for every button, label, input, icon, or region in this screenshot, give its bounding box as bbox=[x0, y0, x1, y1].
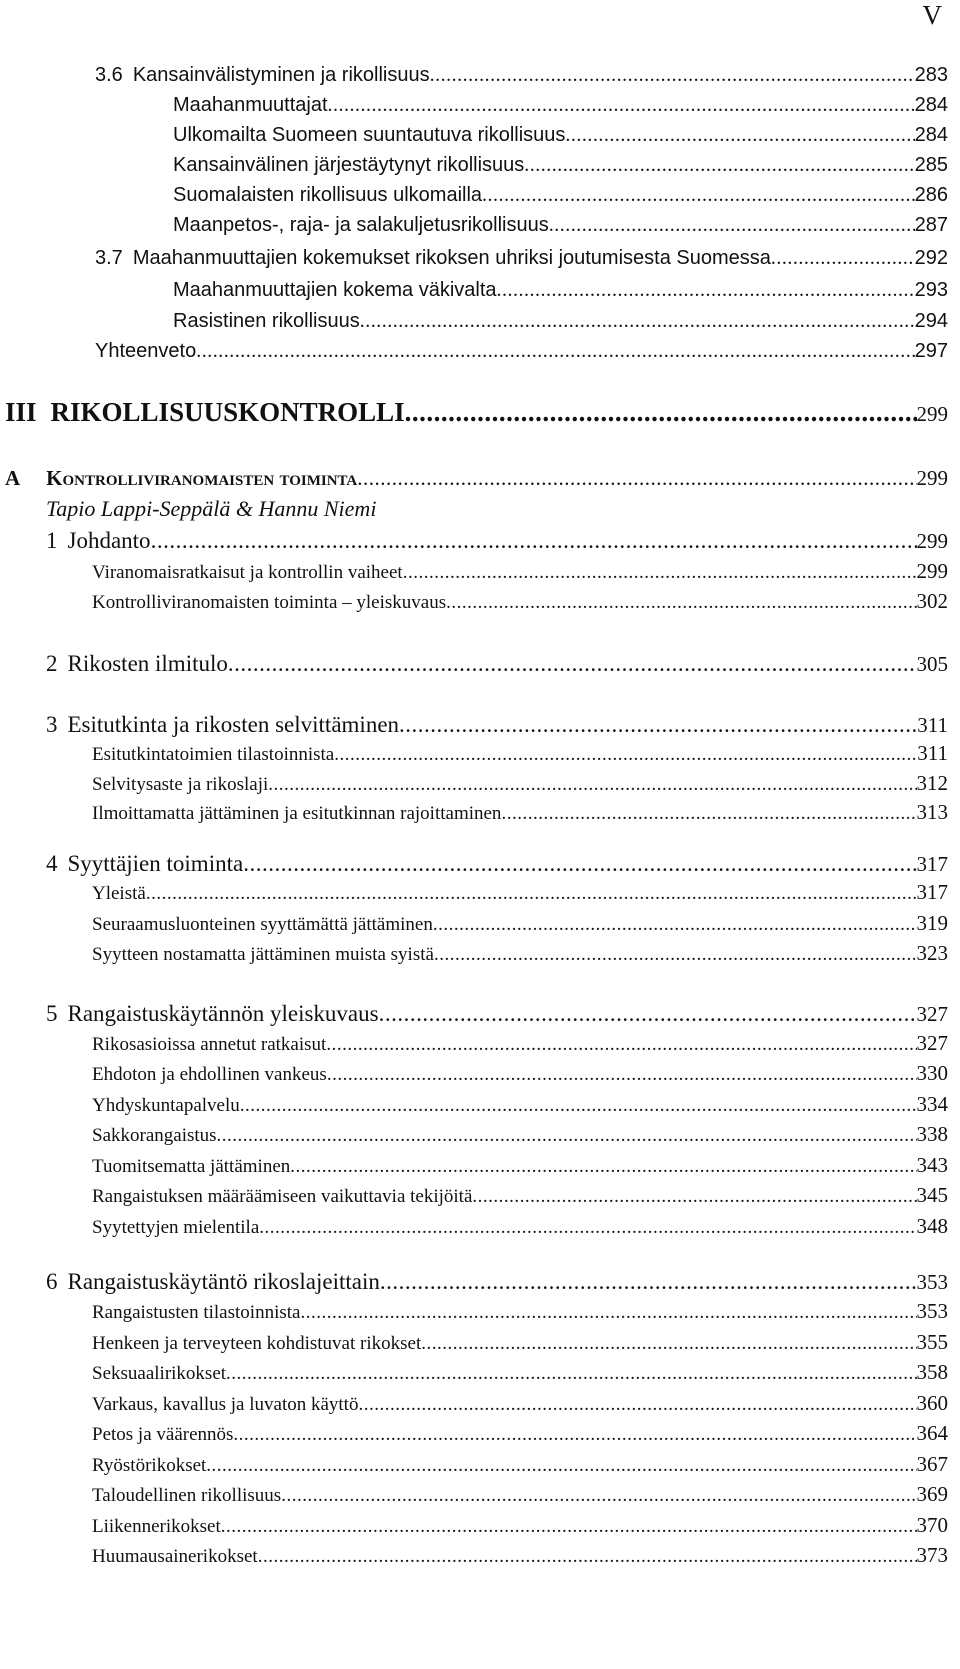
toc-page-number: 299 bbox=[916, 559, 948, 583]
toc-entry bbox=[173, 94, 948, 116]
dot-leader bbox=[433, 915, 917, 936]
dot-leader bbox=[327, 1065, 917, 1086]
toc-page-number: 353 bbox=[916, 1299, 948, 1323]
dot-leader bbox=[472, 1187, 916, 1208]
toc-page-number: 287 bbox=[914, 214, 948, 236]
toc-entry bbox=[173, 214, 948, 236]
dot-leader bbox=[240, 1096, 917, 1117]
toc-page-number: 327 bbox=[916, 1002, 948, 1026]
toc-number: 3.6 bbox=[95, 64, 123, 86]
toc-page-number: 353 bbox=[916, 1270, 948, 1294]
dot-leader bbox=[146, 884, 917, 905]
toc-page-number: 311 bbox=[917, 713, 948, 737]
toc-page-number: 283 bbox=[914, 64, 948, 86]
dot-leader bbox=[228, 651, 917, 676]
toc-label: Rasistinen rikollisuus bbox=[173, 310, 360, 332]
dot-leader bbox=[217, 1126, 917, 1147]
toc-label: Tuomitsematta jättäminen bbox=[92, 1156, 291, 1177]
toc-label: Maahanmuuttajien kokema väkivalta bbox=[173, 279, 497, 301]
toc-entry bbox=[173, 310, 948, 332]
toc-entry bbox=[173, 184, 948, 206]
toc-page-number: 345 bbox=[916, 1183, 948, 1207]
toc-label: Syytteen nostamatta jättäminen muista syistä bbox=[92, 944, 434, 965]
toc-entry bbox=[92, 590, 948, 614]
dot-leader bbox=[405, 398, 917, 428]
toc-page-number: 358 bbox=[916, 1360, 948, 1384]
toc-number: 2 bbox=[46, 651, 58, 676]
toc-label: Rangaistuskäytännön yleiskuvaus bbox=[67, 1001, 379, 1026]
toc-label: Kontrolliviranomaisten toiminta – yleiskuvaus bbox=[92, 592, 447, 613]
dot-leader bbox=[151, 528, 917, 553]
dot-leader bbox=[259, 1218, 916, 1239]
toc-entry bbox=[92, 1154, 948, 1178]
toc-page-number: 355 bbox=[916, 1330, 948, 1354]
dot-leader bbox=[326, 1035, 916, 1056]
dot-leader bbox=[358, 1395, 916, 1416]
toc-label: Seuraamusluonteinen syyttämättä jättäminen bbox=[92, 914, 433, 935]
toc-label: Huumausainerikokset bbox=[92, 1546, 258, 1567]
toc-entry bbox=[46, 1269, 948, 1294]
toc-number: A bbox=[5, 466, 21, 490]
dot-leader bbox=[446, 593, 916, 614]
toc-page-number: 299 bbox=[916, 466, 948, 490]
toc-page-number: 338 bbox=[916, 1122, 948, 1146]
toc-label: Kansainvälistyminen ja rikollisuus bbox=[132, 64, 430, 86]
dot-leader bbox=[206, 1456, 916, 1477]
toc-entry bbox=[92, 1453, 948, 1477]
toc-entry bbox=[92, 1392, 948, 1416]
dot-leader bbox=[334, 745, 917, 766]
toc-page-number: 294 bbox=[914, 310, 948, 332]
toc-label: Petos ja väärennös bbox=[92, 1424, 234, 1445]
toc-entry bbox=[92, 1331, 948, 1355]
dot-leader bbox=[233, 1425, 916, 1446]
toc-entry bbox=[173, 279, 948, 301]
toc-entry bbox=[92, 1215, 948, 1239]
toc-page-number: 302 bbox=[916, 589, 948, 613]
toc-page-number: 311 bbox=[917, 741, 948, 765]
toc-page-number: 285 bbox=[914, 154, 948, 176]
dot-leader bbox=[357, 467, 916, 490]
toc-entry bbox=[92, 1093, 948, 1117]
toc-page-number: 364 bbox=[916, 1421, 948, 1445]
dot-leader bbox=[430, 64, 915, 86]
toc-page-number: 360 bbox=[916, 1391, 948, 1415]
toc-page-number: 370 bbox=[916, 1513, 948, 1537]
toc-page-number: 297 bbox=[914, 340, 948, 362]
toc-entry bbox=[46, 1001, 948, 1026]
toc-number: 4 bbox=[46, 851, 58, 876]
toc-entry bbox=[46, 712, 948, 737]
toc-label: Seksuaalirikokset bbox=[92, 1363, 227, 1384]
toc-label: Suomalaisten rikollisuus ulkomailla bbox=[173, 184, 483, 206]
toc-page-number: 373 bbox=[916, 1543, 948, 1567]
dot-leader bbox=[300, 1303, 916, 1324]
toc-label: Rangaistusten tilastoinnista bbox=[92, 1302, 301, 1323]
toc-entry bbox=[95, 247, 948, 269]
toc-page-number: 348 bbox=[916, 1214, 948, 1238]
dot-leader bbox=[421, 1334, 916, 1355]
dot-leader bbox=[243, 851, 916, 876]
toc-label: Liikennerikokset bbox=[92, 1516, 221, 1537]
toc-entry bbox=[92, 1514, 948, 1538]
dot-leader bbox=[379, 1001, 917, 1026]
toc-label: Yhdyskuntapalvelu bbox=[92, 1095, 240, 1116]
toc-page-number: 317 bbox=[916, 852, 948, 876]
toc-page-number: 284 bbox=[914, 124, 948, 146]
toc-label: Ilmoittamatta jättäminen ja esitutkinnan rajoittaminen bbox=[92, 803, 502, 824]
dot-leader bbox=[196, 340, 914, 362]
toc-entry bbox=[95, 340, 948, 362]
toc-entry bbox=[46, 528, 948, 553]
dot-leader bbox=[482, 184, 915, 206]
author-line bbox=[46, 497, 376, 521]
toc-label: Varkaus, kavallus ja luvaton käyttö bbox=[92, 1394, 359, 1415]
dot-leader bbox=[771, 247, 915, 269]
toc-label: Henkeen ja terveyteen kohdistuvat rikokset bbox=[92, 1333, 422, 1354]
toc-page-number: 317 bbox=[916, 880, 948, 904]
toc-label: Maahanmuuttajat bbox=[173, 94, 328, 116]
toc-label: Tapio Lappi-Seppälä & Hannu Niemi bbox=[46, 496, 377, 521]
toc-entry bbox=[92, 1544, 948, 1568]
dot-leader bbox=[549, 214, 915, 236]
toc-page-number: 367 bbox=[916, 1452, 948, 1476]
toc-entry bbox=[92, 1361, 948, 1385]
toc-entry bbox=[173, 154, 948, 176]
toc-entry bbox=[92, 1032, 948, 1056]
dot-leader bbox=[328, 94, 915, 116]
toc-label: Sakkorangaistus bbox=[92, 1125, 217, 1146]
toc-entry bbox=[5, 398, 948, 428]
toc-number: III bbox=[5, 397, 37, 427]
toc-entry bbox=[92, 1062, 948, 1086]
toc-page-number: 334 bbox=[916, 1092, 948, 1116]
toc-label: Ehdoton ja ehdollinen vankeus bbox=[92, 1064, 327, 1085]
toc-label: Rangaistuskäytäntö rikoslajeittain bbox=[67, 1269, 380, 1294]
toc-page-number: 312 bbox=[916, 771, 948, 795]
toc-entry bbox=[92, 560, 948, 584]
toc-page-number: 292 bbox=[914, 247, 948, 269]
dot-leader bbox=[565, 124, 914, 146]
toc-entry bbox=[92, 942, 948, 966]
toc-label: Esitutkinta ja rikosten selvittäminen bbox=[67, 712, 400, 737]
toc-label: Ulkomailta Suomeen suuntautuva rikollisuus bbox=[173, 124, 566, 146]
toc-number: 3.7 bbox=[95, 247, 123, 269]
toc-page-number: 299 bbox=[916, 402, 948, 426]
toc-label: Esitutkintatoimien tilastoinnista bbox=[92, 744, 335, 765]
toc-label: Selvitysaste ja rikoslaji bbox=[92, 774, 269, 795]
toc-entry bbox=[46, 851, 948, 876]
toc-label: Yhteenveto bbox=[95, 340, 197, 362]
toc-label: Viranomaisratkaisut ja kontrollin vaiheet bbox=[92, 562, 403, 583]
toc-label: Rangaistuksen määräämiseen vaikuttavia tekijöitä bbox=[92, 1186, 473, 1207]
toc-label: Maahanmuuttajien kokemukset rikoksen uhriksi joutumisesta Suomessa bbox=[132, 247, 771, 269]
toc-page-number: 323 bbox=[916, 941, 948, 965]
toc-label: Maanpetos-, raja- ja salakuljetusrikollisuus bbox=[173, 214, 549, 236]
toc-label: RIKOLLISUUSKONTROLLI bbox=[50, 397, 405, 427]
toc-entry bbox=[92, 742, 948, 766]
toc-entry bbox=[92, 1184, 948, 1208]
dot-leader bbox=[403, 563, 917, 584]
toc-page-number: 327 bbox=[916, 1031, 948, 1055]
dot-leader bbox=[221, 1517, 917, 1538]
toc-entry bbox=[92, 1422, 948, 1446]
toc-label: Kansainvälinen järjestäytynyt rikollisuus bbox=[173, 154, 525, 176]
toc-label: Syytettyjen mielentila bbox=[92, 1217, 260, 1238]
toc-label: Johdanto bbox=[67, 528, 151, 553]
toc-number: 3 bbox=[46, 712, 58, 737]
toc-entry bbox=[92, 881, 948, 905]
dot-leader bbox=[524, 154, 914, 176]
toc-label: Ryöstörikokset bbox=[92, 1455, 207, 1476]
dot-leader bbox=[226, 1364, 916, 1385]
toc-entry bbox=[92, 772, 948, 796]
toc-number: 1 bbox=[46, 528, 58, 553]
toc-label: Kontrolliviranomaisten toiminta bbox=[46, 466, 358, 490]
dot-leader bbox=[281, 1486, 916, 1507]
toc-page-number: 305 bbox=[916, 652, 948, 676]
toc-entry bbox=[46, 651, 948, 676]
toc-page-number: 343 bbox=[916, 1153, 948, 1177]
toc-label: Rikosten ilmitulo bbox=[67, 651, 228, 676]
toc-label: Taloudellinen rikollisuus bbox=[92, 1485, 282, 1506]
toc-entry bbox=[173, 124, 948, 146]
toc-page-number: 319 bbox=[916, 911, 948, 935]
toc-entry bbox=[92, 801, 948, 825]
dot-leader bbox=[399, 712, 917, 737]
toc-page-number: 330 bbox=[916, 1061, 948, 1085]
toc-label: Syyttäjien toiminta bbox=[67, 851, 244, 876]
dot-leader bbox=[268, 775, 916, 796]
dot-leader bbox=[434, 945, 917, 966]
toc-entry bbox=[92, 912, 948, 936]
dot-leader bbox=[380, 1269, 917, 1294]
toc-label: Rikosasioissa annetut ratkaisut bbox=[92, 1034, 327, 1055]
page-number: V bbox=[922, 0, 942, 30]
toc-page-number: 369 bbox=[916, 1482, 948, 1506]
toc-page-number: 284 bbox=[914, 94, 948, 116]
toc-page-number: 313 bbox=[916, 800, 948, 824]
dot-leader bbox=[360, 310, 915, 332]
toc-page-number: 299 bbox=[916, 529, 948, 553]
toc-entry bbox=[5, 467, 948, 490]
toc-entry bbox=[92, 1123, 948, 1147]
toc-entry bbox=[92, 1300, 948, 1324]
toc-number: 6 bbox=[46, 1269, 58, 1294]
dot-leader bbox=[497, 279, 915, 301]
toc-page-number: 286 bbox=[914, 184, 948, 206]
dot-leader bbox=[290, 1157, 916, 1178]
toc-page-number: 293 bbox=[914, 279, 948, 301]
dot-leader bbox=[501, 804, 916, 825]
toc-entry bbox=[95, 64, 948, 86]
dot-leader bbox=[258, 1547, 917, 1568]
toc-entry bbox=[92, 1483, 948, 1507]
toc-label: Yleistä bbox=[92, 883, 146, 904]
toc-number: 5 bbox=[46, 1001, 58, 1026]
